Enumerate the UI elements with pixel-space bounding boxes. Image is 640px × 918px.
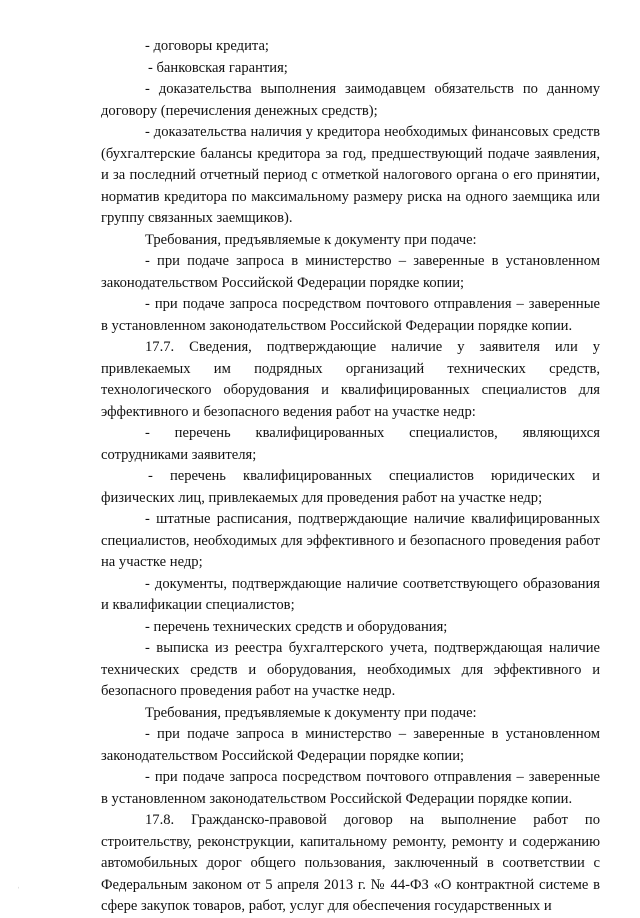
- list-item-lender-obligations: - доказательства выполнения заимодавцем обязательств по данному договору (перечисления денежных средств);: [101, 81, 600, 119]
- list-item-ministry-submission: - при подаче запроса в министерство – заверенные в установленном законодательством Российской Федерации порядке копии;: [101, 253, 600, 291]
- list-item-qualified-staff: - перечень квалифицированных специалистов, являющихся сотрудниками заявителя;: [101, 425, 600, 463]
- list-item-loan-agreements: - договоры кредита;: [145, 38, 269, 54]
- requirements-heading: Требования, предъявляемые к документу при подаче:: [145, 231, 477, 248]
- list-item-postal-submission-2: - при подаче запроса посредством почтового отправления – заверенные в установленном законодательством Российской Федерации порядке копии.: [101, 769, 600, 807]
- list-item-accounting-extract: - выписка из реестра бухгалтерского учета, подтверждающая наличие технических средств и оборудования, необходимых для эффективного и безопасного проведения работ на участке недр.: [101, 640, 600, 699]
- list-item-postal-submission: - при подаче запроса посредством почтового отправления – заверенные в установленном законодательством Российской Федерации порядке копии.: [101, 296, 600, 334]
- requirements-heading-2: Требования, предъявляемые к документу при подаче:: [145, 704, 477, 721]
- document-body: [101, 36, 600, 918]
- section-17-8: 17.8. Гражданско-правовой договор на выполнение работ по строительству, реконструкции, капитальному ремонту, ремонту и содержанию автомобильных дорог общего пользования, заключенный в соответствии с Федеральным законом от 5 апреля 2013 г. № 44-ФЗ «О контрактной системе в сфере закупок товаров, работ, услуг для обеспечения государственных и: [101, 812, 600, 914]
- list-item-contractor-staff: - перечень квалифицированных специалистов юридических и физических лиц, привлекаемых для проведения работ на участке недр;: [101, 468, 600, 506]
- list-item-bank-guarantee: - банковская гарантия;: [148, 59, 288, 76]
- list-item-equipment-list: - перечень технических средств и оборудования;: [145, 618, 448, 635]
- list-item-ministry-submission-2: - при подаче запроса в министерство – заверенные в установленном законодательством Российской Федерации порядке копии;: [101, 726, 600, 764]
- section-17-7: 17.7. Сведения, подтверждающие наличие у заявителя или у привлекаемых им подрядных организаций технических средств, технологического оборудования и квалифицированных специалистов для эффективного и безопасного ведения работ на участке недр:: [101, 339, 600, 420]
- list-item-staffing-tables: - штатные расписания, подтверждающие наличие квалифицированных специалистов, необходимых для эффективного и безопасного проведения работ на участке недр;: [101, 511, 600, 570]
- list-item-education-documents: - документы, подтверждающие наличие соответствующего образования и квалификации специалистов;: [101, 575, 600, 613]
- scan-margin-mark: ˌ: [17, 878, 21, 889]
- list-item-creditor-funds: - доказательства наличия у кредитора необходимых финансовых средств (бухгалтерские балансы кредитора за год, предшествующий подаче заявления, и за последний отчетный период с отметкой налогового органа о его принятии, норматив кредитора по максимальному размеру риска на одного заемщика или группу связанных заемщиков).: [101, 124, 600, 226]
